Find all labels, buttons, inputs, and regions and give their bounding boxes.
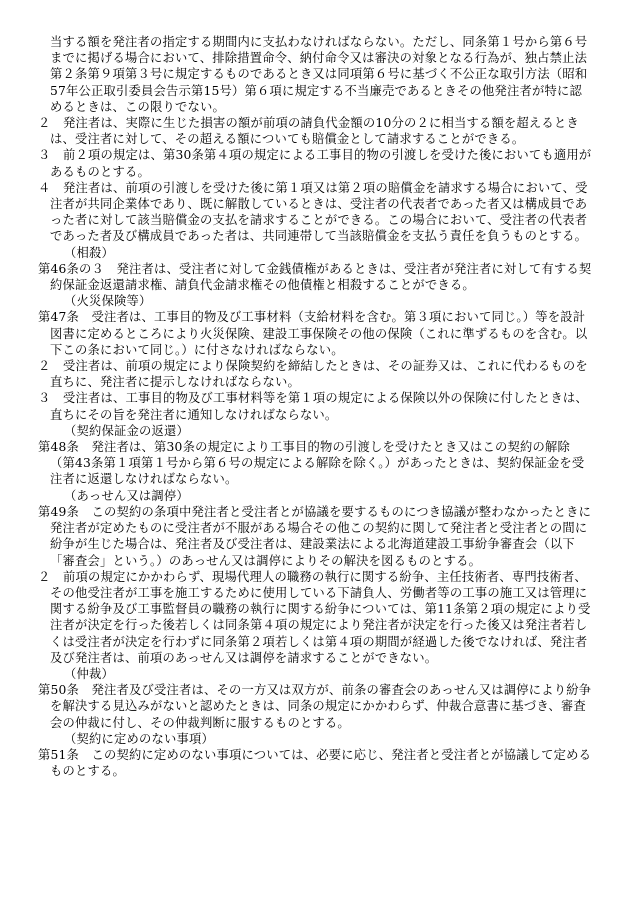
article-48: 第48条 発注者は、第30条の規定により工事目的物の引渡しを受けたとき又はこの契約の解除（第43条第１項第１号から第６号の規定による解除を除く。）があったときは、契約保証金を受注者に返還しなければならない。 xyxy=(38,440,585,487)
clause-46-2-item-3: ３ 前２項の規定は、第30条第４項の規定による工事目的物の引渡しを受けた後においても適用があるものとする。 xyxy=(38,148,592,179)
article-heading-undefined-matters: （契約に定めのない事項） xyxy=(64,731,214,746)
article-47: 第47条 受注者は、工事目的物及び工事材料（支給材料を含む。第３項において同じ。）等を設計図書に定めるところにより火災保険、建設工事保険その他の保険（これに準ずるものを含む。以下この条において同じ。）に付さなければならない。 xyxy=(38,310,588,357)
article-heading-deposit-return: （契約保証金の返還） xyxy=(64,423,189,438)
article-46-3: 第46条の３ 発注者は、受注者に対して金銭債権があるときは、受注者が発注者に対して有する契約保証金返還請求権、請負代金請求権その他債権と相殺することができる。 xyxy=(38,261,592,293)
article-49-item-2: ２ 前項の規定にかかわらず、現場代理人の職務の執行に関する紛争、主任技術者、専門技術者、その他受注者が工事を施工するために使用している下請負人、労働者等の工事の施工又は管理に関する紛争及び工事監督員の職務の執行に関する紛争については、第11条第２項の規定により受注者が決定を行った後若しくは同条第４項の規定により発注者が決定を行った後又は発注者若しくは受注者が決定を行わずに同条第２項若しくは第４項の期間が経過した後でなければ、発注者及び発注者は、前項のあっせん又は調停を請求することができない。 xyxy=(38,569,591,665)
clause-46-2-item-4: ４ 発注者は、前項の引渡しを受けた後に第１項又は第２項の賠償金を請求する場合において、受注者が共同企業体であり、既に解散しているときは、受注者の代表者であった者又は構成員であった者に対して該当賠償金の支払を請求することができる。この場合において、受注者の代表者であった者及び構成員であった者は、共同連帯して当該賠償金を支払う責任を負うものとする。 xyxy=(38,180,588,244)
clause-46-2-item-2: ２ 発注者は、実際に生じた損害の額が前項の請負代金額の10分の２に相当する額を超えるときは、受注者に対して、その超える額についても賠償金として請求することができる。 xyxy=(38,116,579,147)
article-heading-set-off: （相殺） xyxy=(64,245,114,260)
paragraph-continuation: 当する額を発注者の指定する期間内に支払わなければならない。ただし、同条第１号から第６号までに掲げる場合において、排除措置命令、納付命令又は審決の対象となる行為が、独占禁止法第２条第９項第３号に規定するものであるとき又は同項第６号に基づく不公正な取引方法（昭和57年公正取引委員会告示第15号）第６項に規定する不当廉売であるときその他発注者が特に認めるときは、この限りでない。 xyxy=(50,35,588,114)
article-heading-mediation: （あっせん又は調停） xyxy=(64,488,189,503)
article-49: 第49条 この契約の条項中発注者と受注者とが協議を要するものにつき協議が整わなかったときに発注者が定めたものに受注者が不服がある場合その他この契約に関して発注者と受注者との間に紛争が生じた場合は、発注者及び受注者は、建設業法による北海道建設工事紛争審査会（以下「審査会」という。）のあっせん又は調停によりその解決を図るものとする。 xyxy=(38,504,592,568)
article-50: 第50条 発注者及び受注者は、その一方又は双方が、前条の審査会のあっせん又は調停により紛争を解決する見込みがないと認めたときは、同条の規定にかかわらず、仲裁合意書に基づき、審査会の仲裁に付し、その仲裁判断に服するものとする。 xyxy=(38,683,592,730)
contract-page xyxy=(38,34,594,779)
article-47-item-2: ２ 受注者は、前項の規定により保険契約を締結したときは、その証券又は、これに代わるものを直ちに、発注者に提示しなければならない。 xyxy=(38,359,588,390)
article-47-item-3: ３ 受注者は、工事目的物及び工事材料等を第１項の規定による保険以外の保険に付したときは、直ちにその旨を発注者に通知しなければならない。 xyxy=(38,391,588,422)
article-heading-fire-insurance: （火災保険等） xyxy=(64,294,152,309)
article-51: 第51条 この契約に定めのない事項については、必要に応じ、発注者と受注者とが協議して定めるものとする。 xyxy=(38,747,592,779)
article-heading-arbitration: （仲裁） xyxy=(64,666,114,681)
